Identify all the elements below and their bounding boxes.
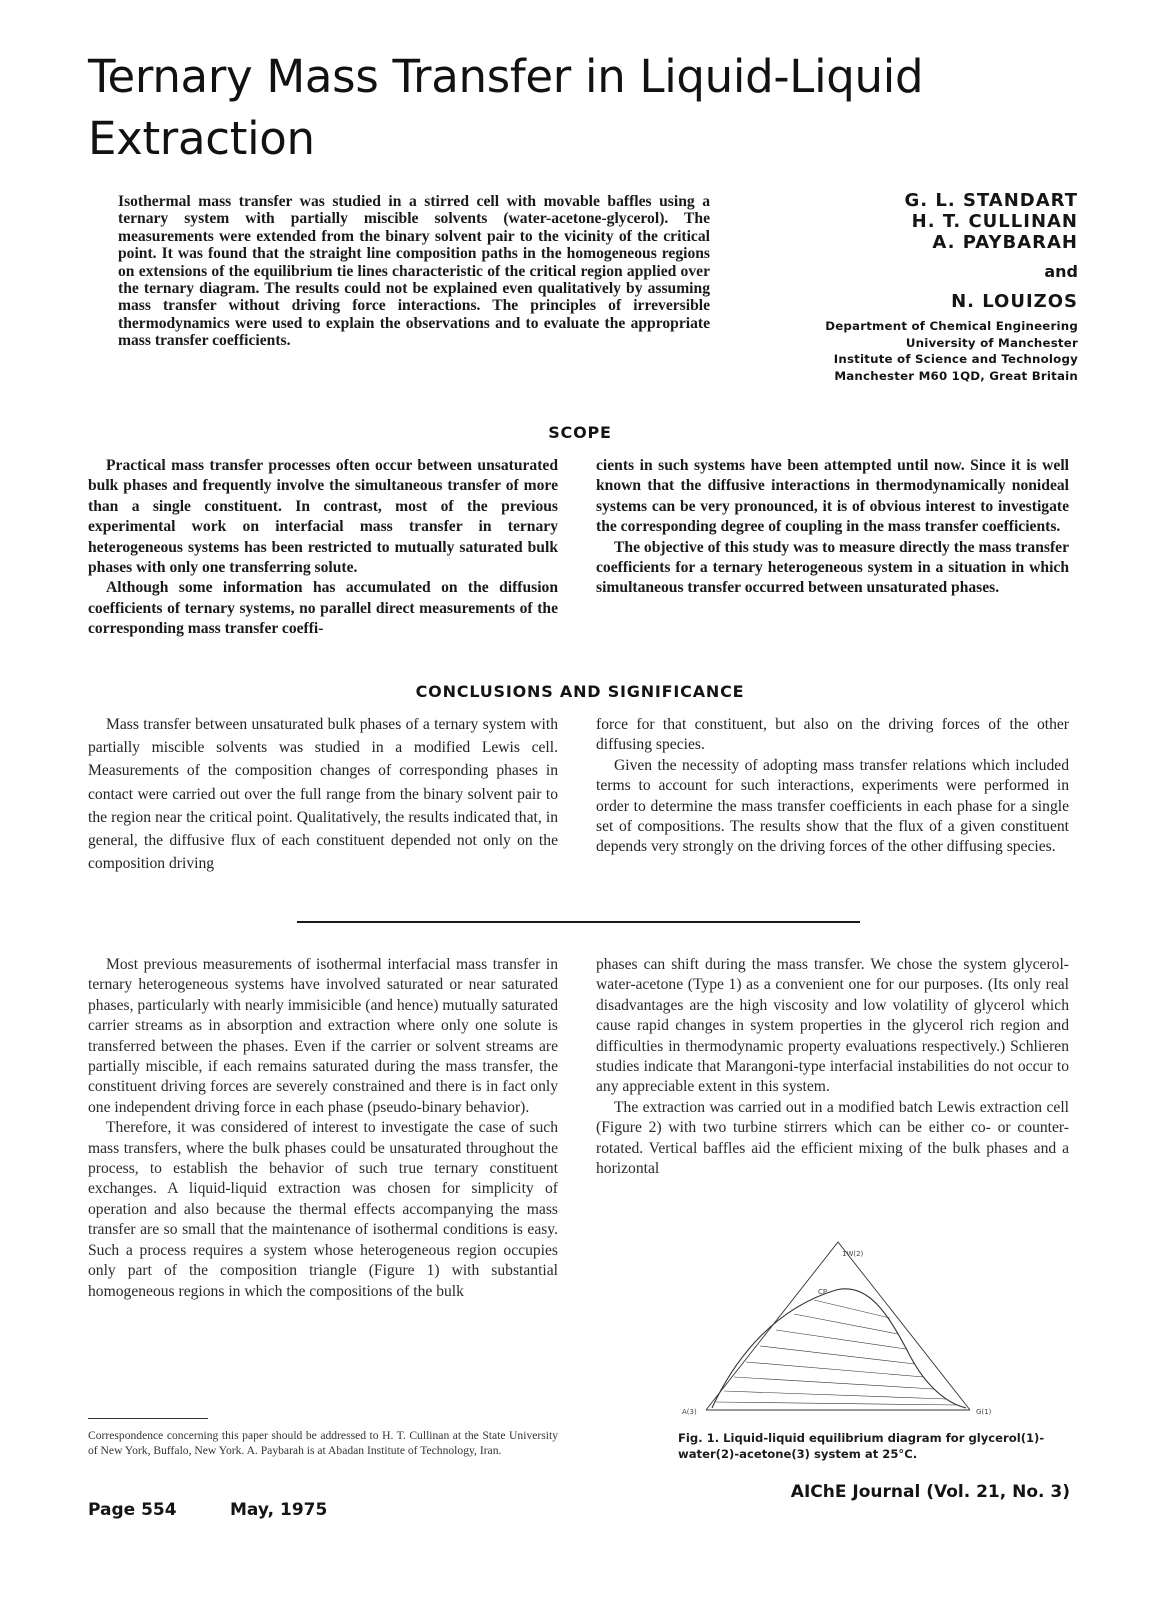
body-paragraph: phases can shift during the mass transfer. We chose the system glycerol-water-acetone (Type 1) as a convenient one for our purposes. (Its only real disadvantages are the high viscosity and low volatility of glycerol which cause rapid changes in system properties in the glycerol rich region and difficulties in thermodynamic property evaluations respectively.) Schlieren studies indicate that Marangoni-type interfacial instabilities do not occur to any appreciable extent in this system. <box>596 956 1069 1096</box>
affiliation-line: Manchester M60 1QD, Great Britain <box>834 368 1078 383</box>
body-left-column <box>88 955 558 1302</box>
conclusions-left-column <box>88 713 558 875</box>
page-number: Page 554 <box>88 1500 177 1520</box>
author-conjunction: and <box>1044 262 1078 281</box>
body-paragraph: Most previous measurements of isothermal interfacial mass transfer in ternary heterogeneous systems have involved saturated or near saturated phases, particularly with nearly immisicible (and hence) mutually saturated carrier streams as in absorption and extraction where only one solute is transferred between the phases. Even if the carrier or solvent streams are partially miscible, if each remains saturated during the mass transfer, the constituent driving forces are severely constrained and there is in fact only one independent driving force in each phase (pseudo-binary behavior). <box>88 956 558 1116</box>
journal-name: AIChE Journal (Vol. 21, No. 3) <box>790 1482 1070 1502</box>
left-vertex-label: A(3) <box>682 1408 697 1416</box>
body-paragraph: Therefore, it was considered of interest to investigate the case of such mass transfers, where the bulk phases could be unsaturated throughout the process, to establish the behavior of such true ternary constituent exchanges. A liquid-liquid extraction was chosen for simplicity of operation and also because the thermal effects accompanying the mass transfer are so small that the maintenance of isothermal conditions is easy. Such a process requires a system whose heterogeneous region occupies only part of the composition triangle (Figure 1) with substantial homogeneous regions in which the compositions of the bulk <box>88 1119 558 1300</box>
scope-paragraph: Although some information has accumulated on the diffusion coefficients of ternary systems, no parallel direct measurements of the corresponding mass transfer coeffi- <box>88 579 558 638</box>
abstract: Isothermal mass transfer was studied in a stirred cell with movable baffles using a ternary system with partially miscible solvents (water-acetone-glycerol). The measurements were extended from the binary solvent pair to the vicinity of the critical point. It was found that the straight line composition paths in the homogeneous regions on extensions of the equilibrium tie lines characteristic of the critical region applied over the ternary diagram. The results could not be explained even qualitatively by assuming mass transfer without driving force interactions. The principles of irreversible thermodynamics were used to explain the observations and to evaluate the appropriate mass transfer coefficients. <box>118 193 710 350</box>
body-paragraph: The extraction was carried out in a modified batch Lewis extraction cell (Figure 2) with two turbine stirrers which can be either co- or counter-rotated. Vertical baffles aid the efficient mixing of the bulk phases and a horizontal <box>596 1098 1069 1178</box>
conclusions-paragraph: Given the necessity of adopting mass transfer relations which included terms to account for such interactions, experiments were performed in order to determine the mass transfer coefficients in each phase for a single set of compositions. The results show that the flux of a given constituent depends very strongly on the driving forces of the other diffusing species. <box>596 756 1069 856</box>
conclusions-heading: CONCLUSIONS AND SIGNIFICANCE <box>415 682 745 701</box>
critical-point-label: CP <box>818 1288 828 1296</box>
conclusions-paragraph: Mass transfer between unsaturated bulk phases of a ternary system with partially miscible solvents was studied in a modified Lewis cell. Measurements of the composition changes of corresponding phases in contact were carried out over the full range from the binary solvent pair to the region near the critical point. Qualitatively, the results indicated that, in general, the diffusive flux of each constituent depended not only on the composition driving <box>88 716 558 873</box>
section-divider <box>297 921 860 923</box>
conclusions-paragraph: force for that constituent, but also on the driving forces of the other diffusing species. <box>596 716 1069 754</box>
author-name: N. LOUIZOS <box>951 291 1078 312</box>
affiliation-line: University of Manchester <box>905 335 1078 350</box>
footnote: Correspondence concerning this paper should be addressed to H. T. Cullinan at the State University of New York, Buffalo, New York. A. Paybarah is at Abadan Institute of Technology, Iran. <box>88 1429 558 1457</box>
scope-heading: SCOPE <box>548 423 612 442</box>
affiliation-line: Institute of Science and Technology <box>833 352 1078 366</box>
conclusions-right-column <box>596 715 1069 858</box>
article-title: Ternary Mass Transfer in Liquid-Liquid Extraction <box>88 50 924 165</box>
author-name: A. PAYBARAH <box>932 232 1078 253</box>
apex-label: 1W(2) <box>842 1250 864 1258</box>
scope-paragraph: cients in such systems have been attempted until now. Since it is well known that the diffusive interactions in thermodynamically nonideal systems can be very pronounced, it is of obvious interest to investigate the corresponding degree of coupling in the mass transfer coefficients. <box>596 457 1069 536</box>
ternary-diagram-figure <box>676 1236 1038 1422</box>
scope-paragraph: Practical mass transfer processes often occur between unsaturated bulk phases and frequently involve the simultaneous transfer of more than a single constituent. In contrast, most of the previous experimental work on interfacial mass transfer in ternary heterogeneous systems has been restricted to mutually saturated bulk phases with only one transferring solute. <box>88 457 558 577</box>
scope-left-column <box>88 456 558 640</box>
scope-paragraph: The objective of this study was to measure directly the mass transfer coefficients for a ternary heterogeneous system in a situation in which simultaneous transfer occurred between unsaturated phases. <box>596 538 1069 597</box>
binodal-curve <box>712 1289 966 1408</box>
right-vertex-label: G(1) <box>976 1408 992 1416</box>
scope-right-column <box>596 456 1069 599</box>
affiliation-line: Department of Chemical Engineering <box>825 319 1078 333</box>
footnote-divider <box>88 1418 208 1419</box>
author-name: H. T. CULLINAN <box>911 211 1078 232</box>
tie-lines <box>716 1300 958 1405</box>
author-block <box>770 190 1078 384</box>
author-name: G. L. STANDART <box>904 190 1078 211</box>
body-right-column <box>596 955 1069 1179</box>
issue-date: May, 1975 <box>230 1500 328 1520</box>
figure-caption: Fig. 1. Liquid-liquid equilibrium diagram for glycerol(1)-water(2)-acetone(3) system at 25°C. <box>678 1431 1045 1461</box>
